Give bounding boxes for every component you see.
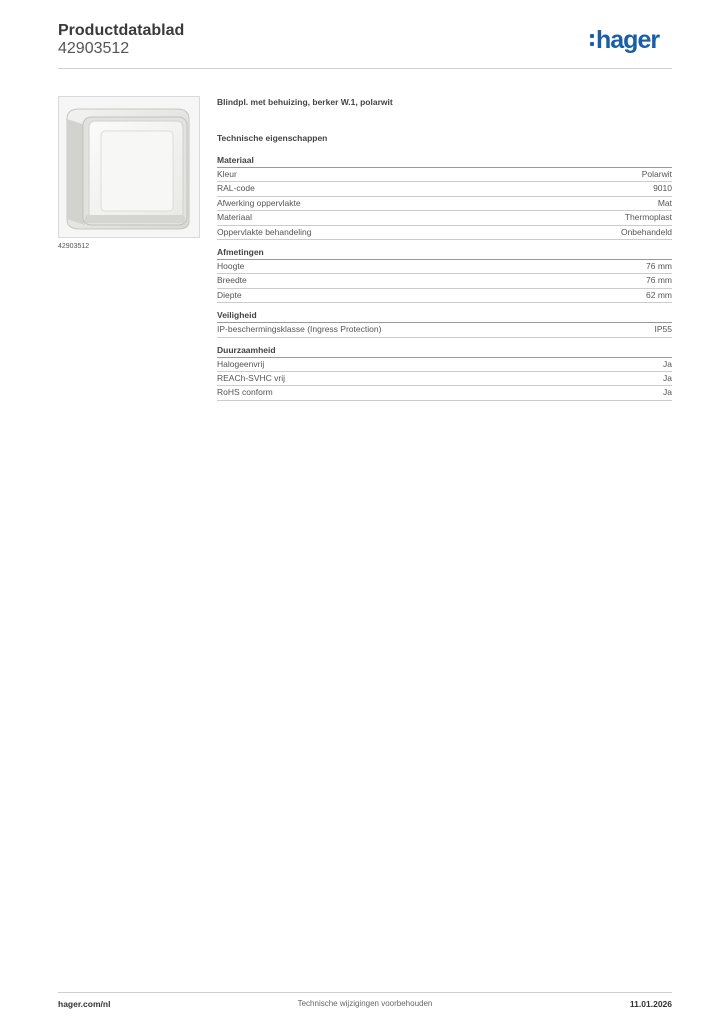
group-heading: Duurzaamheid: [217, 344, 672, 358]
property-value: Ja: [663, 387, 672, 398]
property-value: Ja: [663, 372, 672, 383]
property-value: 76 mm: [646, 260, 672, 271]
property-row: [217, 260, 672, 274]
property-value: Onbehandeld: [620, 226, 672, 237]
property-row: [217, 358, 672, 372]
logo-dot-bottom: [590, 42, 594, 46]
image-caption: 42903512: [58, 243, 90, 250]
property-label: IP-beschermingsklasse (Ingress Protection): [217, 324, 382, 335]
property-value: 62 mm: [646, 289, 672, 300]
group-heading: Veiligheid: [217, 309, 672, 323]
property-value: 9010: [653, 183, 672, 194]
property-row: [217, 386, 672, 400]
logo-dot-top: [590, 34, 594, 38]
property-value: 76 mm: [646, 275, 672, 286]
footer-website: hager.com/nl: [58, 999, 111, 1009]
property-row: [217, 226, 672, 240]
property-row: [217, 323, 672, 337]
property-row: [217, 289, 672, 303]
property-value: IP55: [654, 324, 672, 335]
property-group: [217, 154, 672, 240]
property-groups: [217, 154, 672, 401]
property-label: Hoogte: [217, 260, 245, 271]
page-footer: [58, 992, 672, 1009]
property-row: [217, 168, 672, 182]
property-label: Breedte: [217, 275, 247, 286]
property-label: RAL-code: [217, 183, 255, 194]
property-group: [217, 246, 672, 303]
property-row: [217, 274, 672, 288]
property-label: Diepte: [217, 289, 242, 300]
group-heading: Materiaal: [217, 154, 672, 168]
product-image: [58, 96, 200, 238]
technical-properties-heading: Technische eigenschappen: [217, 133, 328, 143]
property-value: Thermoplast: [624, 212, 672, 223]
property-value: Polarwit: [641, 169, 672, 179]
group-heading: Afmetingen: [217, 246, 672, 260]
page-header: [58, 20, 672, 69]
property-label: Afwerking oppervlakte: [217, 197, 301, 208]
product-title: Blindpl. met behuizing, berker W.1, polarwit: [217, 97, 393, 107]
property-row: [217, 372, 672, 386]
property-label: Materiaal: [217, 212, 252, 223]
property-label: RoHS conform: [217, 387, 273, 398]
property-row: [217, 197, 672, 211]
property-label: Halogeenvrij: [217, 358, 265, 369]
footer-date: 11.01.2026: [629, 999, 672, 1009]
property-group: [217, 309, 672, 337]
document-number: 42903512: [58, 40, 130, 57]
property-row: [217, 211, 672, 225]
property-label: Oppervlakte behandeling: [217, 226, 312, 237]
property-label: REACh-SVHC vrij: [217, 372, 286, 383]
property-group: [217, 344, 672, 401]
logo-text: hager: [596, 26, 660, 54]
product-details: [217, 96, 672, 401]
hager-logo: [590, 28, 672, 54]
footer-disclaimer: Technische wijzigingen voorbehouden: [297, 999, 433, 1008]
property-label: Kleur: [217, 169, 237, 179]
property-row: [217, 182, 672, 196]
document-title: Productdatablad: [58, 22, 185, 39]
property-value: Ja: [663, 358, 672, 369]
wall-box-blind-plate-image: [59, 97, 199, 237]
property-value: Mat: [657, 197, 672, 208]
